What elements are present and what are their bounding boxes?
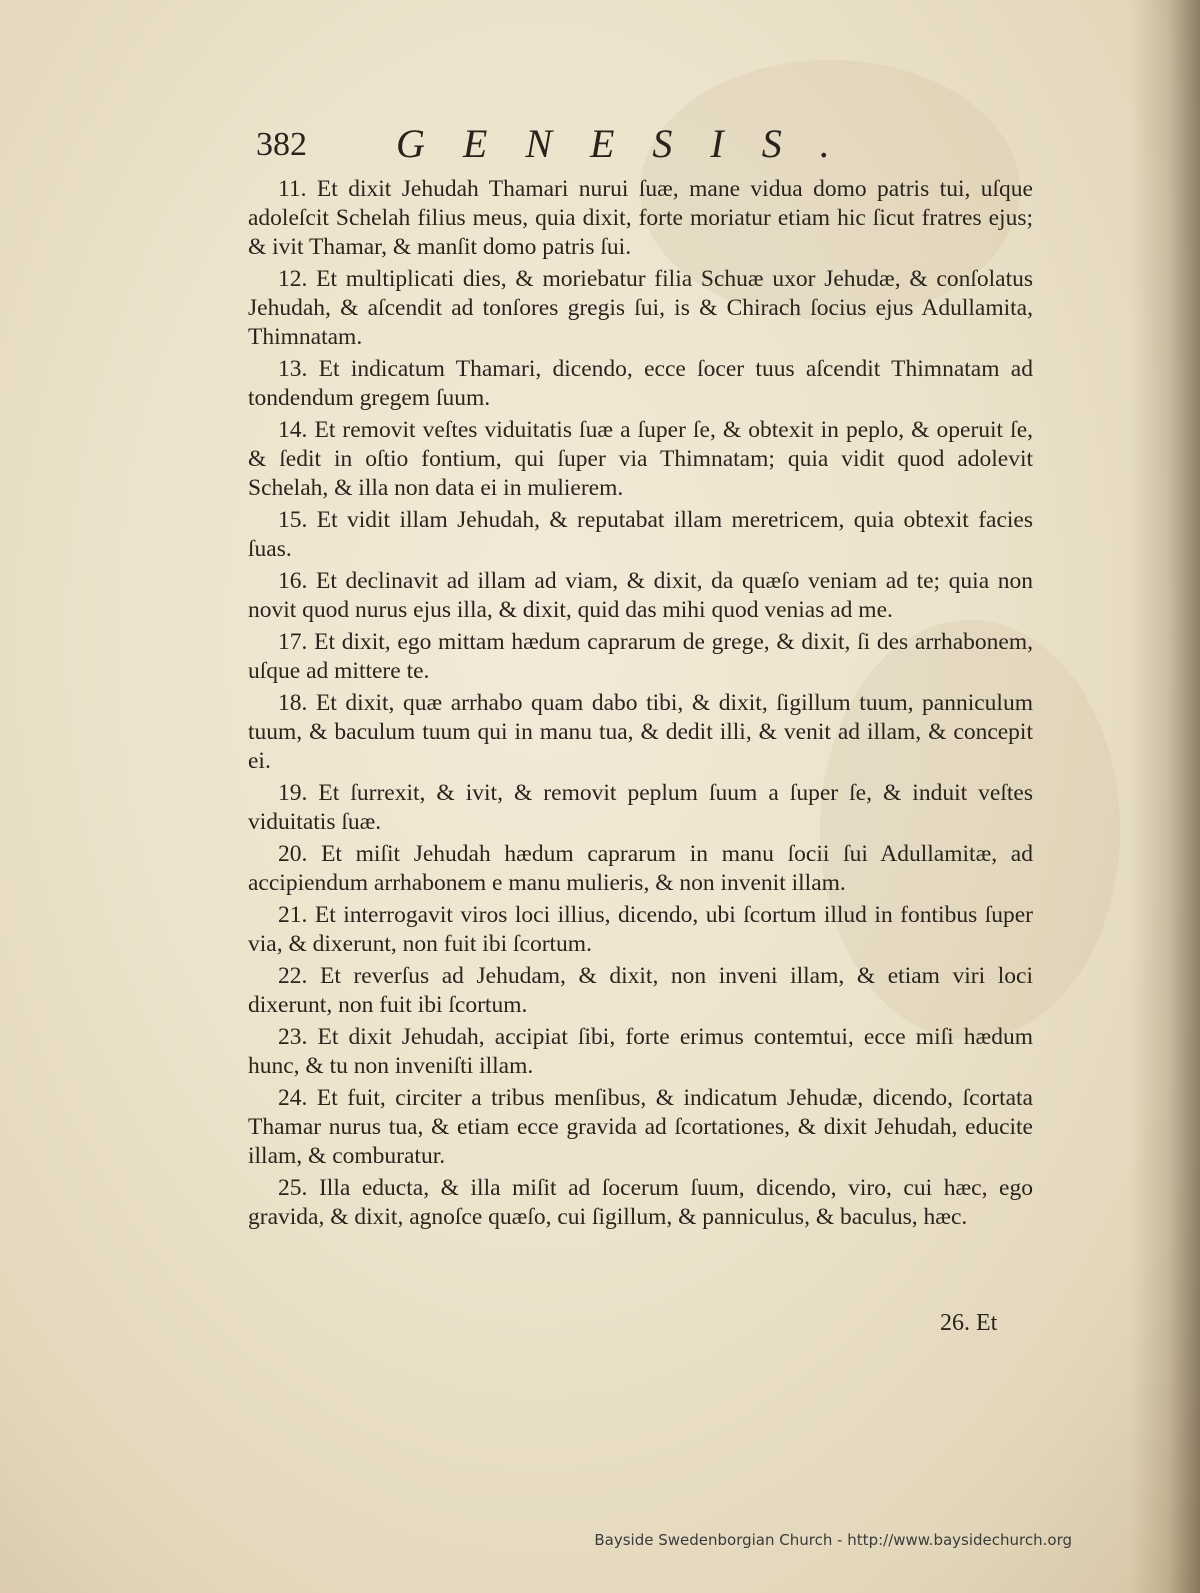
verse-13: 13. Et indicatum Thamari, dicendo, ecce ſocer tuus aſcendit Thimnatam ad tondendum gregem ſuum. [248,356,1033,411]
page-gutter-shadow [1130,0,1200,1593]
running-title: GENESIS. [396,121,868,166]
verse-14: 14. Et removit veſtes viduitatis ſuæ a ſuper ſe, & obtexit in peplo, & operuit ſe, & ſedit in oſtio fontium, qui ſuper via Thimnatam; quia vidit quod adolevit Schelah, & illa non data ei in mulierem. [248,417,1033,501]
catchword: 26. Et [940,1310,998,1336]
verse-16: 16. Et declinavit ad illam ad viam, & dixit, da quæſo veniam ad te; quia non novit quod nurus ejus illa, & dixit, quid das mihi quod venias ad me. [248,568,1033,623]
verse-17: 17. Et dixit, ego mittam hædum caprarum de grege, & dixit, ſi des arrhabonem, uſque ad mittere te. [248,629,1033,684]
verse-15: 15. Et vidit illam Jehudah, & reputabat illam meretricem, quia obtexit facies ſuas. [248,507,1033,562]
verse-19: 19. Et ſurrexit, & ivit, & removit peplum ſuum a ſuper ſe, & induit veſtes viduitatis ſuæ. [248,780,1033,835]
verse-text-block [248,175,1033,1235]
verse-24: 24. Et fuit, circiter a tribus menſibus, & indicatum Jehudæ, dicendo, ſcortata Thamar nurus tua, & etiam ecce gravida ad ſcortationes, & dixit Jehudah, educite illam, & comburatur. [248,1085,1033,1169]
verse-25: 25. Illa educta, & illa miſit ad ſocerum ſuum, dicendo, viro, cui hæc, ego gravida, & dixit, agnoſce quæſo, cui ſigillum, & panniculus, & baculus, hæc. [248,1175,1033,1230]
verse-12: 12. Et multiplicati dies, & moriebatur filia Schuæ uxor Jehudæ, & conſolatus Jehudah, & aſcendit ad tonſores gregis ſui, is & Chirach ſocius ejus Adullamita, Thimnatam. [248,266,1033,350]
verse-18: 18. Et dixit, quæ arrhabo quam dabo tibi, & dixit, ſigillum tuum, panniculum tuum, & baculum tuum qui in manu tua, & dedit illi, & venit ad illam, & concepit ei. [248,690,1033,774]
verse-23: 23. Et dixit Jehudah, accipiat ſibi, forte erimus contemtui, ecce miſi hædum hunc, & tu non inveniſti illam. [248,1024,1033,1079]
verse-11: 11. Et dixit Jehudah Thamari nurui ſuæ, mane vidua domo patris tui, uſque adoleſcit Schelah filius meus, quia dixit, forte moriatur etiam hic ſicut fratres ejus; & ivit Thamar, & manſit domo patris ſui. [248,176,1033,260]
verse-22: 22. Et reverſus ad Jehudam, & dixit, non inveni illam, & etiam viri loci dixerunt, non fuit ibi ſcortum. [248,963,1033,1018]
page-header [256,118,916,178]
verse-20: 20. Et miſit Jehudah hædum caprarum in manu ſocii ſui Adullamitæ, ad accipiendum arrhabonem e manu mulieris, & non invenit illam. [248,841,1033,896]
source-watermark: Bayside Swedenborgian Church - http://www.baysidechurch.org [594,1531,1072,1549]
verse-21: 21. Et interrogavit viros loci illius, dicendo, ubi ſcortum illud in fontibus ſuper via, & dixerunt, non fuit ibi ſcortum. [248,902,1033,957]
page-number: 382 [256,126,307,163]
